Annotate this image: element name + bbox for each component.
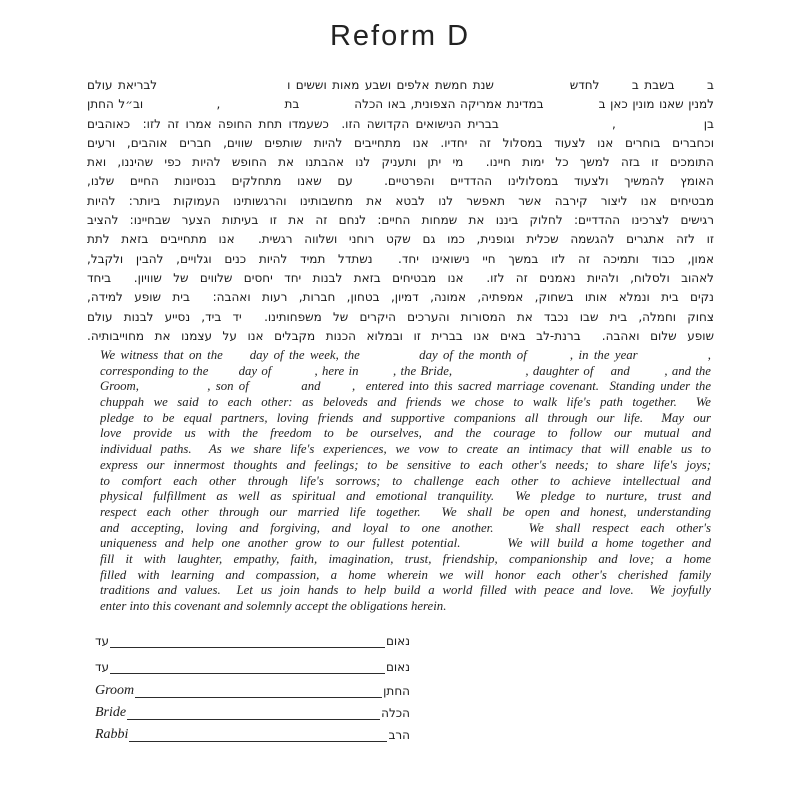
rabbi-label: Rabbi	[95, 727, 129, 742]
english-line: enter into this covenant and solemnly accept the obligations herein.	[100, 599, 447, 613]
witness-label-hebrew: עד	[95, 634, 110, 648]
hebrew-line: התומכים זו בזה למשך כל ימות חיינו. מי יתן ותעניק לנו אהבתנו את החופש להיות כפי שהיננו, ואת	[87, 155, 714, 170]
hebrew-line: בן , בברית הנישואים הקדושה הזו. כשעמדו תחת החופה אמרו זה לזו: כאוהבים	[87, 116, 714, 131]
hebrew-line: זו לזה אתגרים להגשמה שכלית וגופנית, כמו גם שקט רוחני ושלווה רגשית. אנו מתחייבים בזאת לתת	[87, 232, 714, 247]
english-line: fill it with laughter, empathy, faith, imagination, trust, friendship, companionship and love; a home	[100, 551, 711, 566]
english-line: express our innermost thoughts and feelings; to be sensitive to each other's needs; to share life's joys;	[100, 457, 711, 472]
english-line: love provide us with the freedom to be ourselves, and the courage to follow our mutual and	[100, 426, 711, 441]
english-line: individual paths. As we share life's experiences, we vow to create an intimacy that will enable us to	[100, 442, 711, 457]
english-line: corresponding to the day of , here in , the Bride, , daughter of and , and the	[100, 363, 711, 378]
page-title: Reform D	[329, 20, 471, 52]
english-line: to comfort each other through life's sorrows; to challenge each other to achieve intellectual and	[100, 473, 711, 488]
declared-by-label-hebrew: נאום	[385, 634, 410, 648]
hebrew-line: נקים בית ונמלא אותו בשחוק, אמפתיה, אמונה, דמיון, בטחון, חברות, רעות ואהבה: בית שופע למידה,	[87, 290, 714, 305]
signature-line	[127, 705, 380, 720]
english-line: respect each other through our married life together. We shall be open and honest, understanding	[100, 504, 711, 519]
signature-row-rabbi	[95, 726, 410, 742]
hebrew-line: צחוק וחמלה, בית שבו נכבד את המסורות והערכים היקרים של משפחותינו. יד ביד, נסייע לבנות עולם	[87, 309, 714, 324]
english-line: filled with learning and compassion, a home wherein we will honor each other's cherished family	[100, 567, 711, 582]
hebrew-line: לאהוב ולסלוח, ולהיות נאמנים זה לזו. אנו מבטיחים בזאת לבנות יחד יחסים שלווים של שוויון. ביחד	[87, 270, 714, 285]
hebrew-line: למנין שאנו מונין כאן ב במדינת אמריקה הצפונית, באו הכלה בת , וב״ל החתן	[87, 97, 714, 112]
signature-section	[95, 632, 410, 742]
hebrew-line: רגישים לצרכינו ההדדיים: לחלוק ביננו את שמחות החיים: לנחם זה את זו בעיתות הצער שבחיינו: להציב	[87, 213, 714, 228]
hebrew-line: האומץ להמשיך ולצעוד במסלולינו ההדדיים והפרטיים. עם שאנו מתחלקים בנסיונות החיים שלנו,	[87, 174, 714, 189]
witness-label-hebrew: עד	[95, 660, 110, 674]
signature-line	[135, 683, 382, 698]
english-text-block	[100, 348, 711, 615]
signature-row-witness-2	[95, 658, 410, 674]
english-line: pledge to be equal partners, loving friends and supportive companions all through our life. May our	[100, 410, 711, 425]
groom-label-hebrew: החתן	[383, 684, 410, 698]
signature-line	[129, 727, 387, 742]
rabbi-label-hebrew: הרב	[388, 728, 410, 742]
hebrew-line: ב בשבת ב לחדש שנת חמשת אלפים ושבע מאות וששים ו לבריאת עולם	[87, 78, 714, 92]
hebrew-line: וכחברים בוחרים אנו לצעוד במסלול זה יחדיו. אנו מתחייבים להיות שותפים שווים, חברים אוהבים, ורעים	[87, 135, 714, 150]
english-line: traditions and values. Let us join hands to help build a world filled with peace and love. We joyfully	[100, 583, 711, 598]
english-line: Groom, , son of and , entered into this sacred marriage covenant. Standing under the	[100, 379, 711, 394]
signature-row-bride	[95, 704, 410, 720]
hebrew-line: שופע שלום ואהבה. ברנת-לב באים אנו בברית זו ובמלוא הכנות מקבלים אנו על עצמנו את מחוייבותיה.	[87, 328, 714, 343]
english-line: chuppah we said to each other: as beloveds and friends we chose to walk life's path together. We	[100, 395, 711, 410]
bride-label-hebrew: הכלה	[381, 706, 410, 720]
hebrew-text-block	[87, 76, 714, 346]
groom-label: Groom	[95, 683, 135, 698]
english-line: We witness that on the day of the week, the day of the month of , in the year ,	[100, 348, 711, 362]
bride-label: Bride	[95, 705, 127, 720]
signature-line	[110, 659, 385, 674]
english-line: physical fulfillment as well as spiritual and emotional tranquility. We pledge to nurture, trust and	[100, 489, 711, 504]
english-line: uniqueness and help one another grow to our fullest potential. We will build a home together and	[100, 536, 711, 551]
english-line: and accepting, loving and forgiving, and loyal to one another. We shall respect each other's	[100, 520, 711, 535]
signature-line	[110, 633, 385, 648]
hebrew-line: מבטיחים אנו ליצור קירבה אשר תאפשר לנו לבטא את מחשבותינו והרגשותינו העמוקות ביותר: להיות	[87, 193, 714, 208]
declared-by-label-hebrew: נאום	[385, 660, 410, 674]
hebrew-line: אמון, כבוד ותמיכה זה לזו במשך חיי נישואינו יחד. נשתדל תמיד להיות כנים וגלויים, להבין ולקבל,	[87, 251, 714, 266]
signature-row-groom	[95, 682, 410, 698]
signature-row-witness-1	[95, 632, 410, 648]
